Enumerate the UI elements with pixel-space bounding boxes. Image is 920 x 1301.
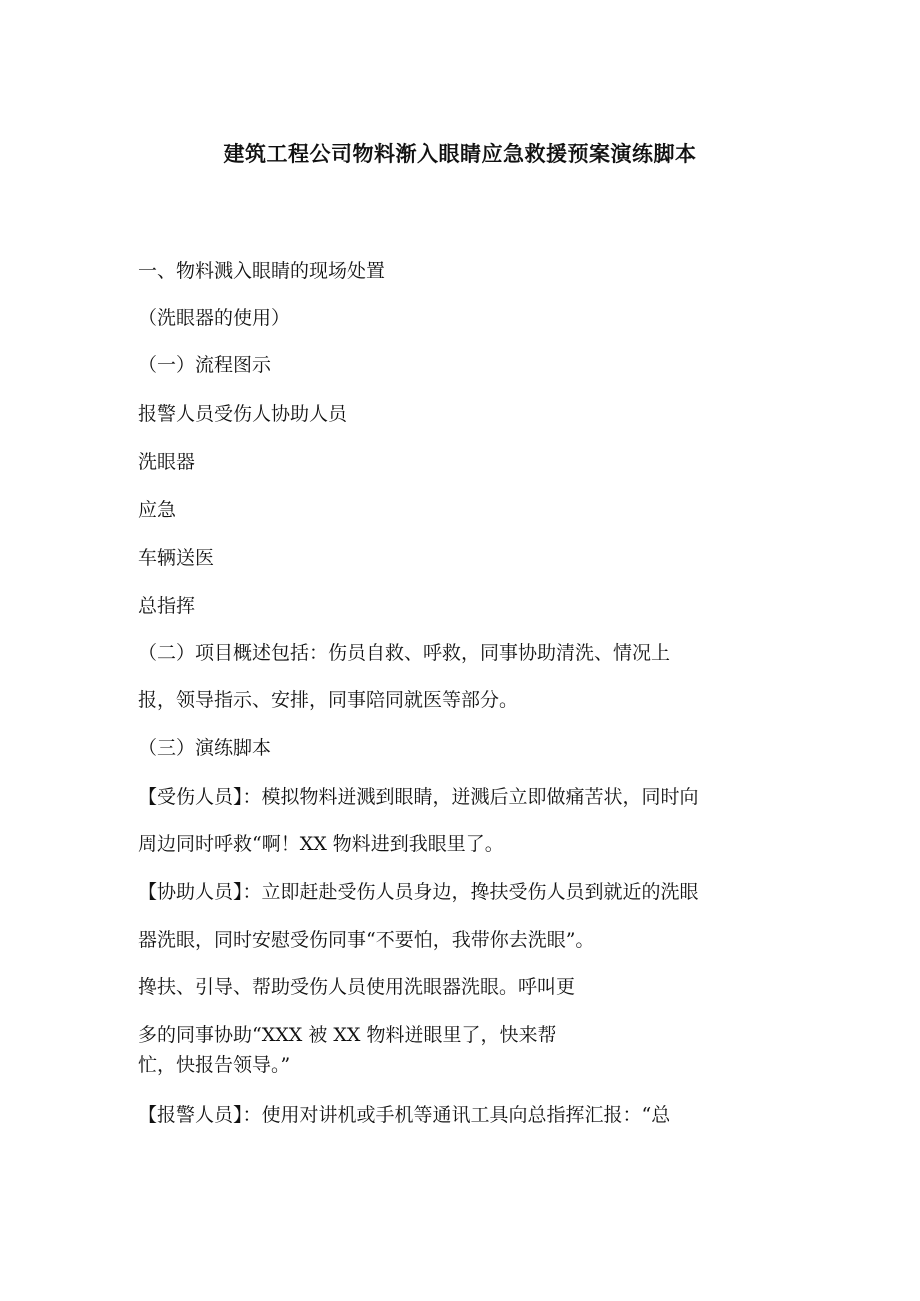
overview-line-2: 报，领导指示、安排，同事陪同就医等部分。 [138, 689, 519, 711]
flow-item-eyewash: 洗眼器 [138, 451, 196, 473]
eyewash-note: （洗眼器的使用） [138, 307, 291, 329]
injured-paragraph-line-1: 【受伤人员】：模拟物料迸溅到眼睛，迸溅后立即做痛苦状，同时向 [138, 786, 699, 808]
section-heading: 一、物料溅入眼睛的现场处置 [138, 260, 386, 282]
flow-item-emergency: 应急 [138, 499, 177, 521]
assist-paragraph-line-2: 器洗眼，同时安慰受伤同事“不要怕，我带你去洗眼”。 [138, 929, 595, 951]
assist-paragraph-line-5: 忙，快报告领导。” [138, 1054, 291, 1076]
overview-line-1: （二）项目概述包括：伤员自救、呼救，同事协助清洗、情况上 [138, 642, 671, 664]
script-heading: （三）演练脚本 [138, 737, 272, 759]
flow-item-roles: 报警人员受伤人协助人员 [138, 403, 348, 425]
document-title: 建筑工程公司物料渐入眼睛应急救援预案演练脚本 [223, 142, 697, 166]
flow-heading: （一）流程图示 [138, 354, 272, 376]
injured-paragraph-line-2: 周边同时呼救“啊！XX 物料进到我眼里了。 [138, 833, 504, 855]
alarm-paragraph-line-1: 【报警人员】：使用对讲机或手机等通讯工具向总指挥汇报：“总 [138, 1104, 671, 1126]
assist-paragraph-line-1: 【协助人员】：立即赶赴受伤人员身边，搀扶受伤人员到就近的洗眼 [138, 881, 699, 903]
flow-item-commander: 总指挥 [138, 595, 196, 617]
assist-paragraph-line-3: 搀扶、引导、帮助受伤人员使用洗眼器洗眼。呼叫更 [138, 976, 576, 998]
assist-paragraph-line-4: 多的同事协助“XXX 被 XX 物料迸眼里了，快来帮 [138, 1024, 557, 1046]
flow-item-vehicle: 车辆送医 [138, 547, 215, 569]
